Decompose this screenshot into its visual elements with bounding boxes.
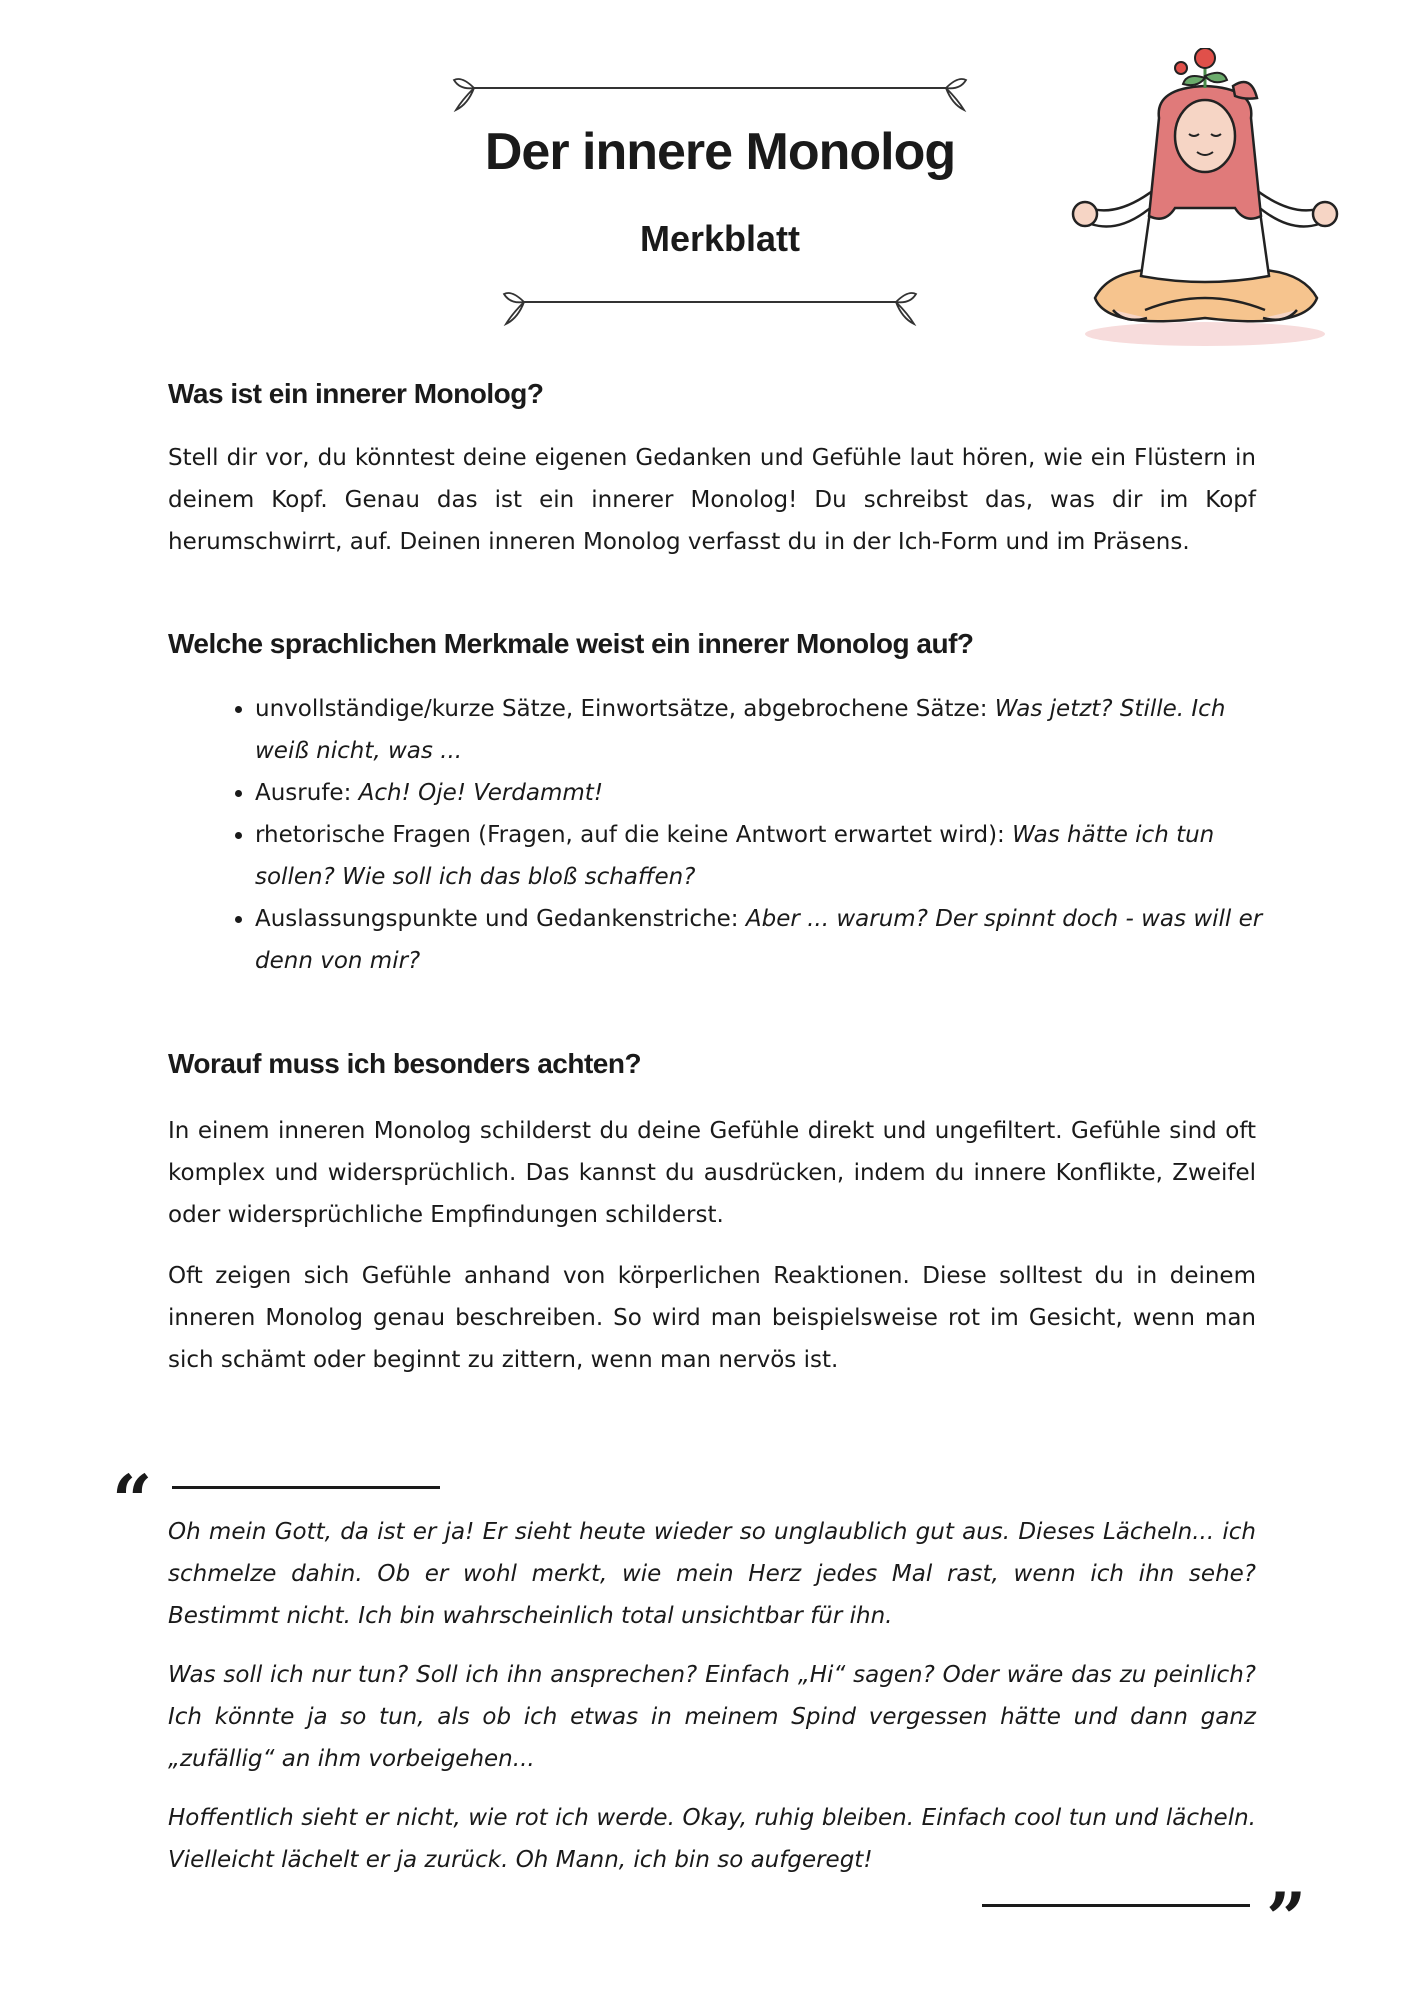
definition-paragraph: Stell dir vor, du könntest deine eigenen Gedanken und Gefühle laut hören, wie ein Flüstern in deinem Kopf. Genau das ist ein innerer Monolog! Du schreibst das, was dir im Kopf herumschwirrt, auf. Deinen inneren Monolog verfasst du in der Ich-Form und im Präsens. (168, 445, 1256, 555)
page-title: Der innere Monolog (484, 123, 956, 181)
list-item: • rhetorische Fragen (Fragen, auf die keine Antwort erwartet wird): Was hätte ich tun sollen? Wie soll ich das bloß schaffen? (255, 814, 1285, 898)
section-heading-attention: Worauf muss ich besonders achten? (168, 1048, 642, 1079)
example-monologue-paragraph-2: Was soll ich nur tun? Soll ich ihn ansprechen? Einfach „Hi“ sagen? Oder wäre das zu peinlich? Ich könnte ja so tun, als ob ich etwas in meinem Spind vergessen hätte und dann ganz „zufällig“ an ihm vorbeigehen... (168, 1662, 1256, 1772)
attention-paragraph-2: Oft zeigen sich Gefühle anhand von körperlichen Reaktionen. Diese solltest du in deinem inneren Monolog genau beschreiben. So wird man beispielsweise rot im Gesicht, wenn man sich schämt oder beginnt zu zittern, wenn man nervös ist. (168, 1263, 1256, 1373)
page-subtitle: Merkblatt (639, 218, 801, 259)
open-quote-icon: “ (112, 1459, 153, 1542)
features-list (210, 688, 1285, 982)
quote-top-rule (172, 1486, 440, 1489)
quote-bottom-rule (982, 1904, 1250, 1907)
example-monologue-paragraph-1: Oh mein Gott, da ist er ja! Er sieht heute wieder so unglaublich gut aus. Dieses Lächeln... ich schmelze dahin. Ob er wohl merkt, wie mein Herz jedes Mal rast, wenn ich ihn sehe? Bestimmt nicht. Ich bin wahrscheinlich total unsichtbar für ihn. (168, 1519, 1256, 1629)
section-heading-features: Welche sprachlichen Merkmale weist ein innerer Monolog auf? (168, 628, 974, 659)
close-quote-icon: ” (1266, 1877, 1307, 1960)
section-heading-definition: Was ist ein innerer Monolog? (168, 378, 544, 409)
example-monologue-paragraph-3: Hoffentlich sieht er nicht, wie rot ich werde. Okay, ruhig bleiben. Einfach cool tun und lächeln. Vielleicht lächelt er ja zurück. Oh Mann, ich bin so aufgeregt! (168, 1805, 1256, 1873)
attention-paragraph-1: In einem inneren Monolog schilderst du deine Gefühle direkt und ungefiltert. Gefühle sind oft komplex und widersprüchlich. Das kannst du ausdrücken, indem du innere Konflikte, Zweifel oder widersprüchliche Empfindungen schilderst. (168, 1118, 1256, 1228)
list-item: • Auslassungspunkte und Gedankenstriche: Aber ... warum? Der spinnt doch - was will er denn von mir? (255, 898, 1285, 982)
bottom-leaf-divider-icon (500, 288, 920, 332)
list-item: • Ausrufe: Ach! Oje! Verdammt! (255, 772, 1285, 814)
list-item: • unvollständige/kurze Sätze, Einwortsätze, abgebrochene Sätze: Was jetzt? Stille. Ich weiß nicht, was ... (255, 688, 1285, 772)
top-leaf-divider-icon (450, 72, 970, 116)
meditating-woman-illustration-icon (1055, 48, 1355, 348)
